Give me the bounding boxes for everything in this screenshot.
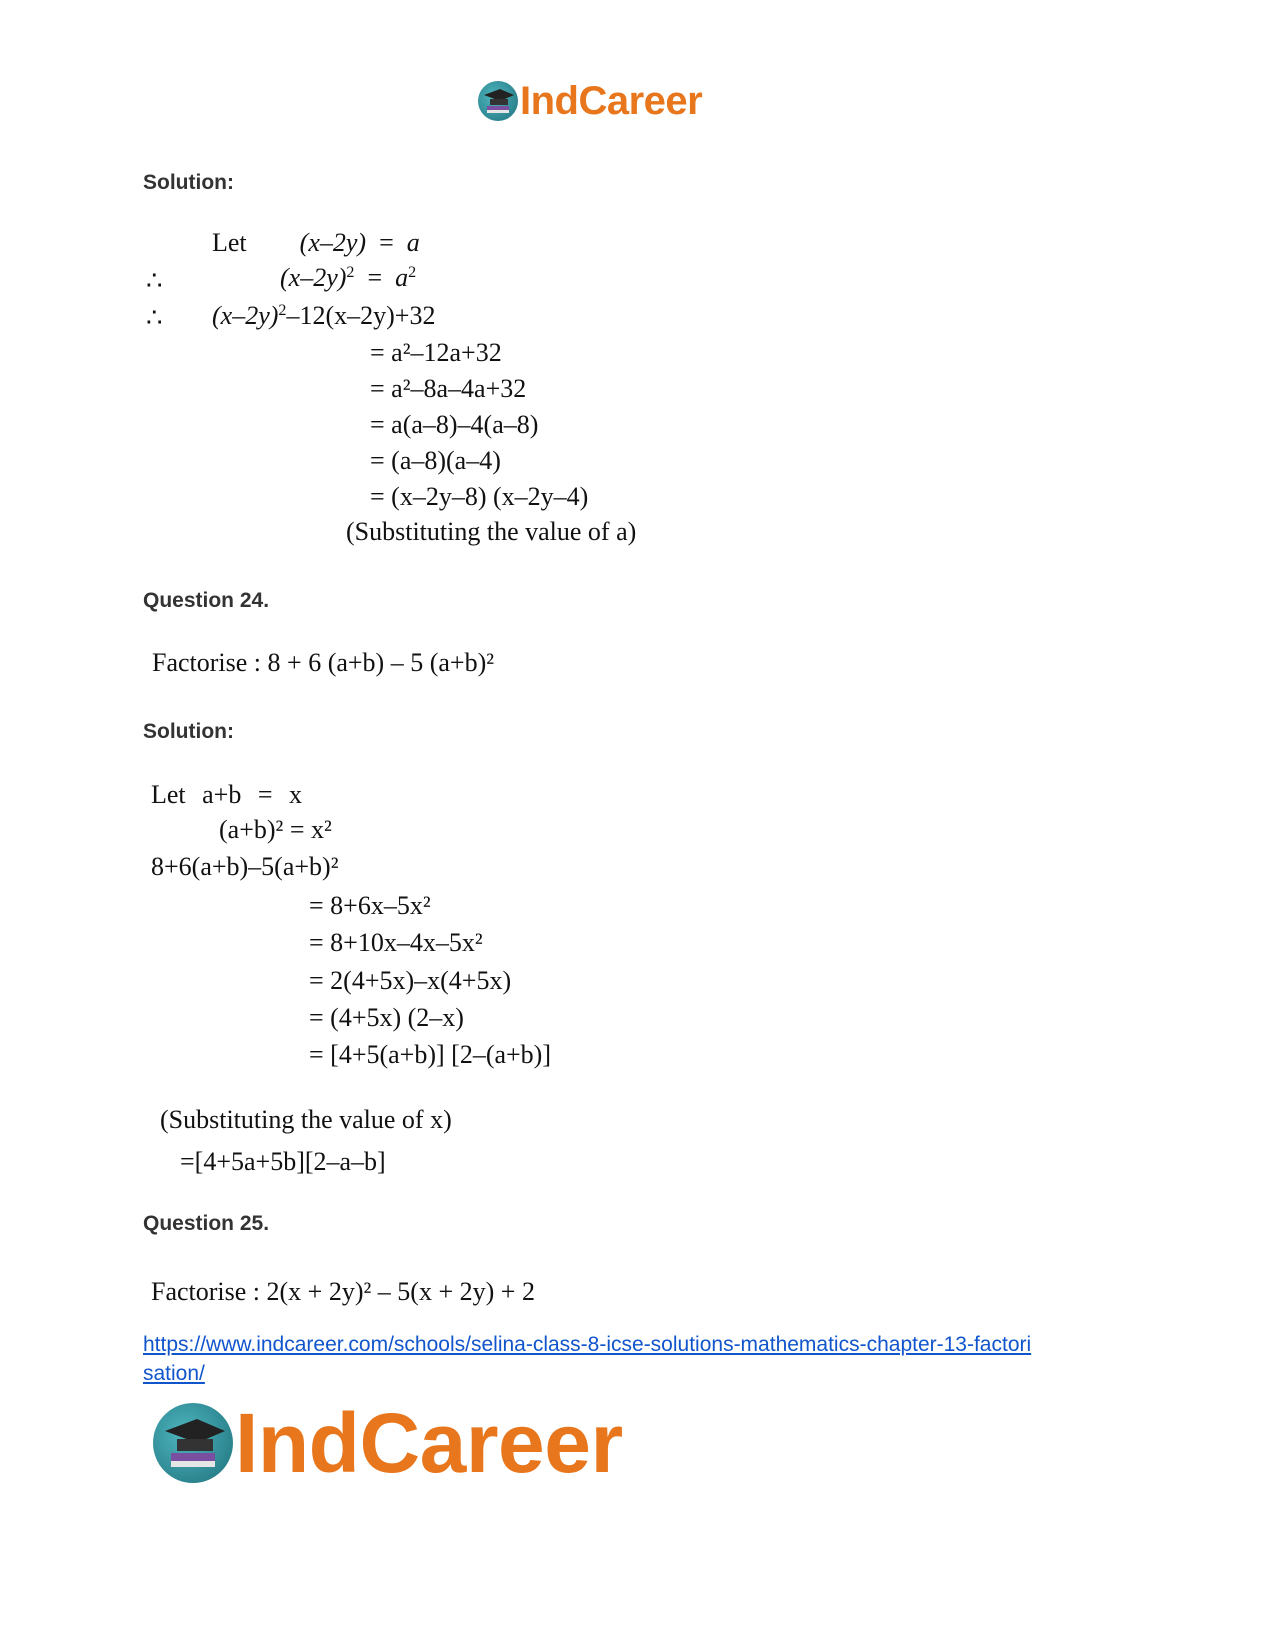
q24-expression-line: 8+6(a+b)–5(a+b)² (151, 852, 339, 881)
header-logo-text: IndCareer (520, 78, 703, 123)
q23-square-line: $(x-2y)^2 = a^2$ (280, 263, 417, 292)
q25-problem: Factorise : 2(x + 2y)² – 5(x + 2y) + 2 (151, 1277, 535, 1306)
q23-therefore-symbol-1: ∴ (146, 266, 163, 295)
q24-step-3: = 2(4+5x)–x(4+5x) (309, 966, 512, 995)
q23-step-2: = a²–8a–4a+32 (370, 374, 527, 403)
q24-final-answer: =[4+5a+5b][2–a–b] (180, 1147, 386, 1176)
q24-step-5: = [4+5(a+b)] [2–(a+b)] (309, 1040, 551, 1069)
q23-let-line: Let (x–2y) = a (212, 228, 420, 257)
source-link-line-1: https://www.indcareer.com/schools/selina-class-8-icse-solutions-mathematics-chapter-13-factori (143, 1333, 1032, 1356)
q23-step-1: = a²–12a+32 (370, 338, 502, 367)
q24-problem: Factorise : 8 + 6 (a+b) – 5 (a+b)² (152, 648, 495, 677)
q24-substitution-note: (Substituting the value of x) (160, 1105, 452, 1134)
q24-step-2: = 8+10x–4x–5x² (309, 928, 483, 957)
source-link[interactable] (143, 1330, 1103, 1388)
q24-let-line: Let a+b = x (151, 780, 303, 809)
q23-solution-label: Solution: (143, 171, 234, 194)
source-link-line-2: sation/ (143, 1362, 205, 1385)
q23-step-5: = (x–2y–8) (x–2y–4) (370, 482, 589, 511)
q25-title: Question 25. (143, 1212, 270, 1235)
q23-therefore-symbol-2: ∴ (146, 303, 163, 332)
q24-square-line: (a+b)² = x² (219, 815, 332, 844)
q23-step-4: = (a–8)(a–4) (370, 446, 501, 475)
q23-expression-line: $(x-2y)^2-12(x-2y)+32$ (212, 301, 436, 330)
q24-step-4: = (4+5x) (2–x) (309, 1003, 464, 1032)
graduation-cap-globe-icon (478, 81, 518, 121)
q23-substitution-note: (Substituting the value of a) (346, 517, 637, 546)
q23-step-3: = a(a–8)–4(a–8) (370, 410, 539, 439)
header-logo (478, 78, 702, 124)
q24-step-1: = 8+6x–5x² (309, 891, 431, 920)
q24-solution-label: Solution: (143, 720, 234, 743)
graduation-cap-globe-icon (153, 1403, 233, 1483)
q24-title: Question 24. (143, 589, 270, 612)
footer-logo-text: IndCareer (235, 1395, 623, 1490)
footer-logo (153, 1395, 623, 1490)
